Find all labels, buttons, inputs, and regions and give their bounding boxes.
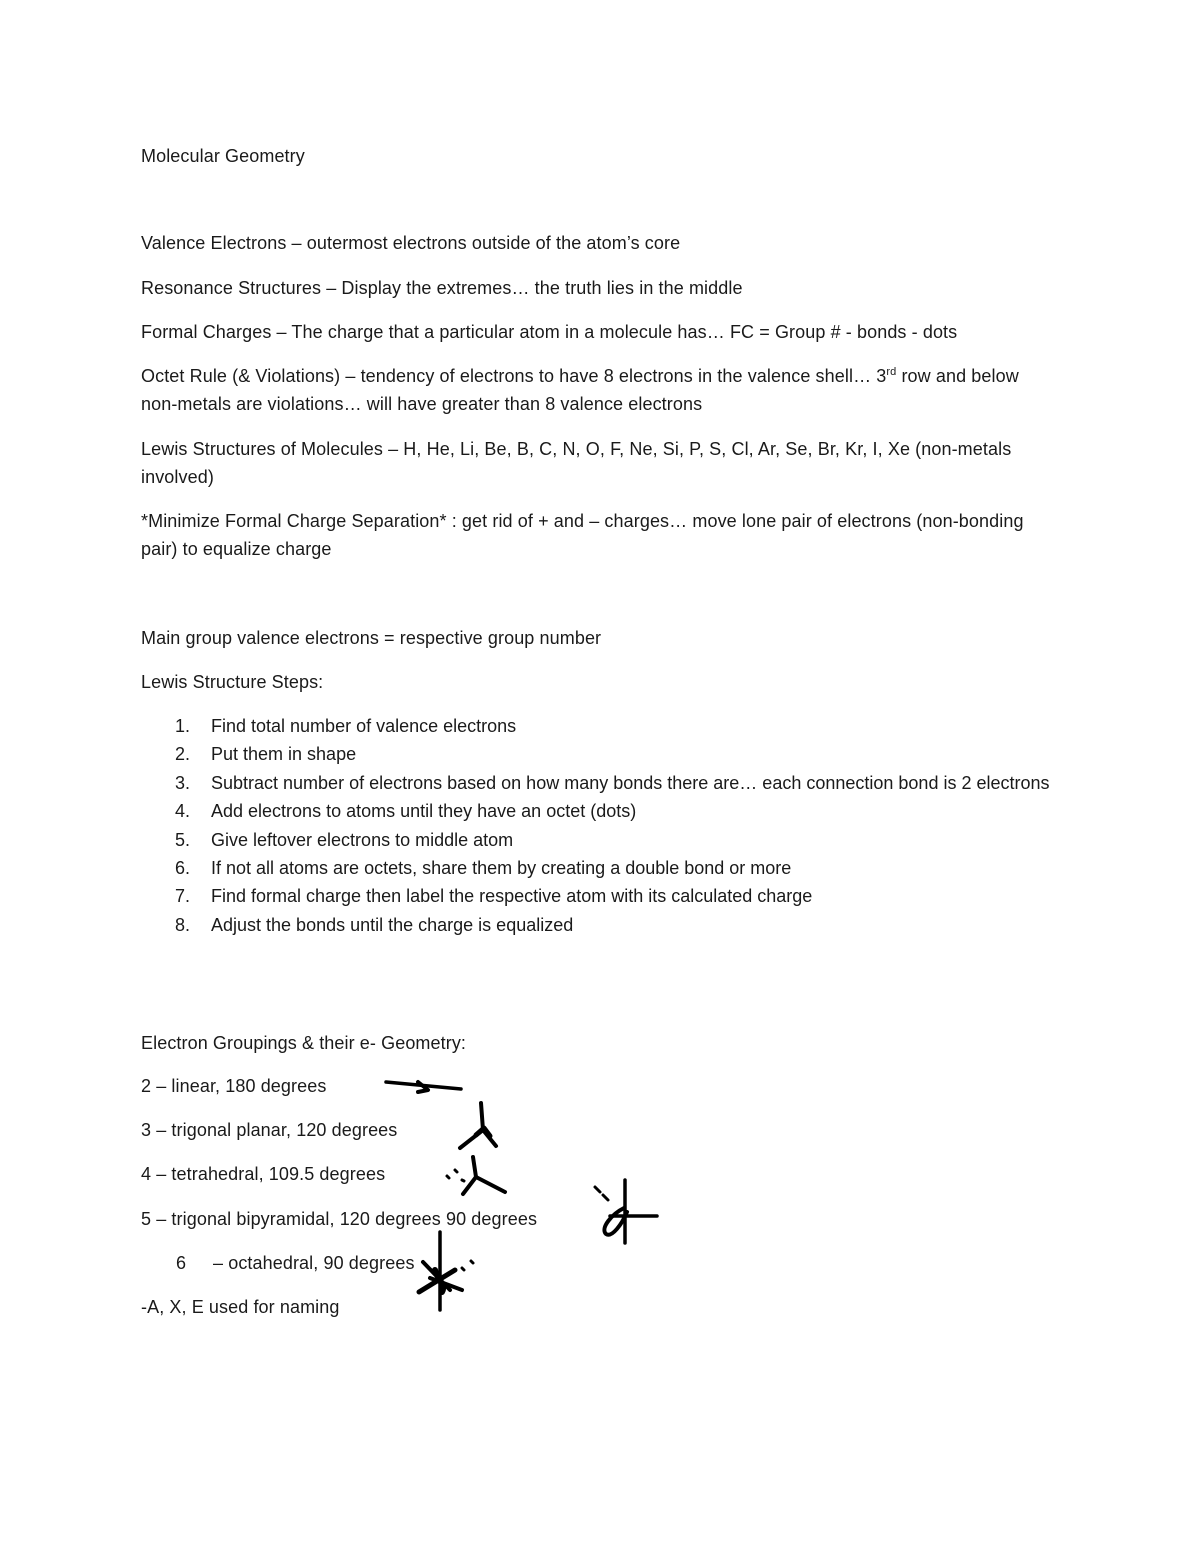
step-number: 1. xyxy=(175,716,191,736)
step-number: 4. xyxy=(175,801,191,822)
grouping-octahedral-number: 6 xyxy=(176,1253,187,1273)
step-number: 3. xyxy=(175,772,191,793)
list-item xyxy=(141,712,1051,740)
step-number: 6. xyxy=(175,858,191,879)
trigonal-bipyramidal-sketch xyxy=(595,1180,657,1243)
octet-rule-superscript: rd xyxy=(886,366,897,378)
list-item xyxy=(141,911,1051,939)
naming-note: -A, X, E used for naming xyxy=(141,1297,340,1317)
tetrahedral-sketch xyxy=(447,1157,505,1194)
step-text: Add electrons to atoms until they have an octet (dots) xyxy=(211,801,637,822)
grouping-trigonal-bipyramidal: 5 – trigonal bipyramidal, 120 degrees 90 degrees xyxy=(141,1209,538,1229)
octet-rule-text-a: Octet Rule (& Violations) – tendency of electrons to have 8 electrons in the valence shell… 3 xyxy=(141,366,887,386)
page-title: Molecular Geometry xyxy=(141,146,305,166)
list-item xyxy=(141,882,1051,910)
step-number: 2. xyxy=(175,744,191,765)
lewis-steps-list xyxy=(141,712,1051,939)
grouping-octahedral: – octahedral, 90 degrees xyxy=(213,1253,415,1273)
step-text: Subtract number of electrons based on how many bonds there are… each connection bond is 2 electrons xyxy=(211,772,1050,793)
step-number: 8. xyxy=(175,914,191,935)
step-text: Find formal charge then label the respective atom with its calculated charge xyxy=(211,886,813,907)
list-item xyxy=(141,854,1051,882)
step-number: 5. xyxy=(175,829,191,850)
step-text: Put them in shape xyxy=(211,744,357,765)
main-group-note: Main group valence electrons = respective group number xyxy=(141,628,602,648)
step-text: Find total number of valence electrons xyxy=(211,716,517,736)
definition-formal-charges: Formal Charges – The charge that a particular atom in a molecule has… FC = Group # - bonds - dots xyxy=(141,322,958,342)
octahedral-sketch xyxy=(419,1232,473,1310)
list-item xyxy=(141,797,1051,825)
trigonal-planar-sketch xyxy=(460,1103,496,1148)
definition-octet-rule xyxy=(141,362,1051,418)
step-text: Adjust the bonds until the charge is equalized xyxy=(211,914,574,935)
definition-lewis-structures: Lewis Structures of Molecules – H, He, Li, Be, B, C, N, O, F, Ne, Si, P, S, Cl, Ar, Se, Br, Kr, I, Xe (non-metals involved) xyxy=(141,439,1012,487)
list-item xyxy=(141,740,1051,768)
step-text: If not all atoms are octets, share them by creating a double bond or more xyxy=(211,858,792,879)
octet-rule-text-b: row and below non-metals are violations… will have greater than 8 valence electrons xyxy=(141,366,1019,414)
definition-valence-electrons: Valence Electrons – outermost electrons outside of the atom’s core xyxy=(141,233,681,253)
grouping-tetrahedral: 4 – tetrahedral, 109.5 degrees xyxy=(141,1164,386,1184)
grouping-trigonal-planar: 3 – trigonal planar, 120 degrees xyxy=(141,1120,398,1140)
list-item xyxy=(141,769,1051,797)
steps-heading: Lewis Structure Steps: xyxy=(141,672,324,692)
step-number: 7. xyxy=(175,886,191,907)
groupings-heading: Electron Groupings & their e- Geometry: xyxy=(141,1033,467,1053)
definition-minimize-formal-charge: *Minimize Formal Charge Separation* : get rid of + and – charges… move lone pair of electrons (non-bonding pair) to equalize charge xyxy=(141,511,1024,559)
definition-resonance-structures: Resonance Structures – Display the extremes… the truth lies in the middle xyxy=(141,278,743,298)
list-item xyxy=(141,826,1051,854)
grouping-linear: 2 – linear, 180 degrees xyxy=(141,1076,327,1096)
linear-geometry-sketch xyxy=(386,1082,461,1092)
step-text: Give leftover electrons to middle atom xyxy=(211,829,514,850)
